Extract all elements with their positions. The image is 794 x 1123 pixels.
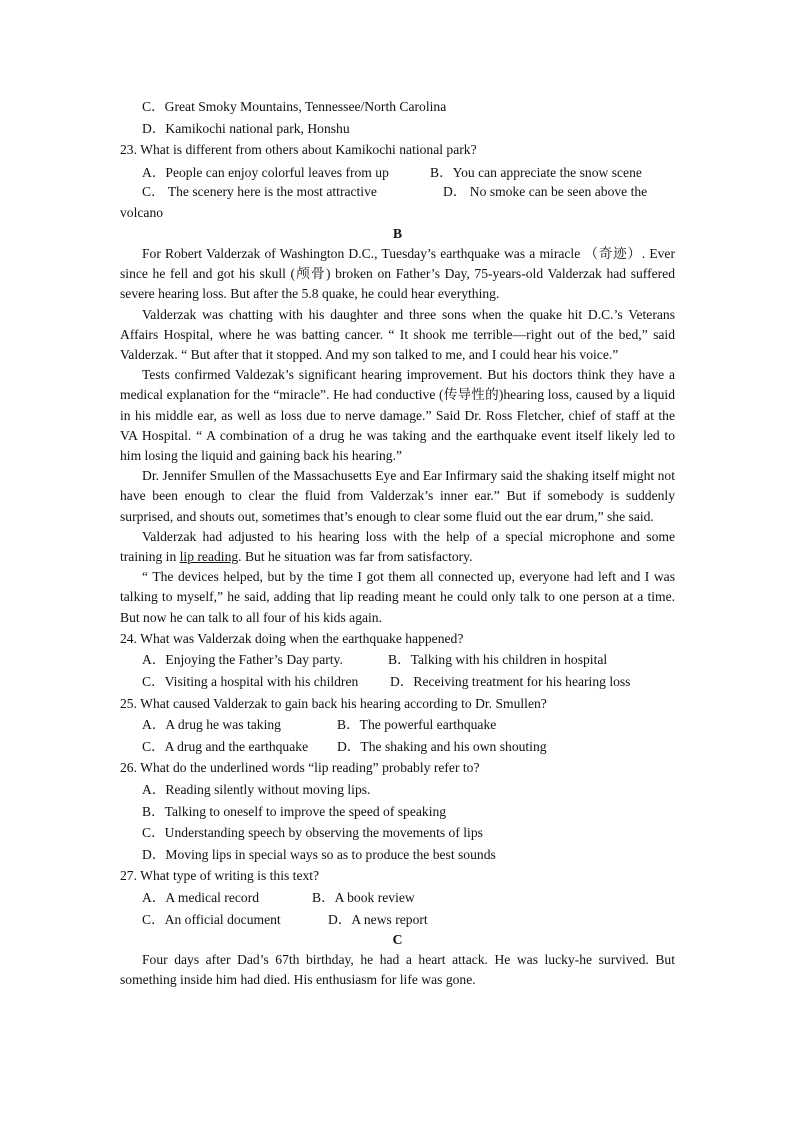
underlined-lip-reading: lip reading bbox=[179, 549, 239, 565]
section-b-paragraph-4: Dr. Jennifer Smullen of the Massachusetts Eye and Ear Infirmary said the shaking itself might not have been enough to clear the fluid from Valderzak’s inner ear.” But if somebody is suddenly surprised, and shouts out, sometimes that’s enough to clear some fluid out the ear drum,” she said. bbox=[120, 468, 675, 524]
q26-option-c: C．Understanding speech by observing the movements of lips bbox=[142, 825, 483, 841]
q25-option-b: B．The powerful earthquake bbox=[337, 717, 497, 733]
q24-option-d: D．Receiving treatment for his hearing loss bbox=[390, 674, 631, 690]
q23-option-b: B．You can appreciate the snow scene bbox=[430, 164, 642, 180]
section-b-paragraph-6: “ The devices helped, but by the time I got them all connected up, everyone had left and I was talking to myself,” he said, adding that lip reading meant he could only talk to one person at a time. But now he can talk to all four of his kids again. bbox=[120, 569, 675, 625]
q25-option-c: C．A drug and the earthquake bbox=[142, 738, 309, 754]
q22-option-c: C．Great Smoky Mountains, Tennessee/North Carolina bbox=[142, 99, 447, 114]
q27-option-a: A．A medical record bbox=[142, 889, 260, 905]
q27-option-b: B．A book review bbox=[312, 889, 415, 905]
q24-option-c: C．Visiting a hospital with his children bbox=[142, 674, 359, 690]
q23-option-d-continued: volcano bbox=[120, 205, 164, 221]
q23-option-a: A．People can enjoy colorful leaves from up bbox=[142, 164, 389, 180]
q25-options-row-2 bbox=[120, 736, 675, 758]
q26-option-d: D．Moving lips in special ways so as to produce the best sounds bbox=[142, 846, 496, 862]
q25-option-d: D．The shaking and his own shouting bbox=[337, 738, 547, 754]
q24-options-row-2 bbox=[120, 671, 675, 693]
q24-option-b: B．Talking with his children in hospital bbox=[388, 652, 608, 668]
q25-option-a: A．A drug he was taking bbox=[142, 717, 281, 733]
q23-option-d: D． No smoke can be seen above the bbox=[443, 183, 648, 199]
q27-options-row-1 bbox=[120, 887, 675, 909]
q26-option-a: A．Reading silently without moving lips. bbox=[142, 781, 371, 797]
section-b-paragraph-2: Valderzak was chatting with his daughter and three sons when the quake hit D.C.’s Veterans Affairs Hospital, where he was batting cancer. “ It shook me terrible—right out of the bed,” said Valderzak. “ But after that it stopped. And my son talked to me, and I could hear his voice.” bbox=[120, 306, 675, 362]
paragraph-5-text-end: . But he situation was far from satisfactory. bbox=[238, 549, 473, 565]
section-b-heading: B bbox=[392, 225, 403, 241]
q27-option-d: D．A news report bbox=[328, 911, 428, 927]
section-b-paragraph-3: Tests confirmed Valdezak’s significant hearing improvement. But his doctors think they have a medical explanation for the “miracle”. He had conductive (传导性的)hearing loss, caused by a liquid in his middle ear, as well as loss due to nerve damage.” Said Dr. Ross Fletcher, chief of staff at the VA Hospital. “ A combination of a drug he was taking and the earthquake event itself likely led to him losing the liquid and gaining back his hearing.” bbox=[120, 367, 675, 463]
q26-option-b: B．Talking to oneself to improve the speed of speaking bbox=[142, 803, 447, 819]
section-b-paragraph-1: For Robert Valderzak of Washington D.C., Tuesday’s earthquake was a miracle （奇迹）. Ever since he fell and got his skull (颅骨) broken on Father’s Day, 75-years-old Valderzak had suffered severe hearing loss. But after the 5.8 quake, he could hear everything. bbox=[120, 245, 675, 302]
q24-options-row-1 bbox=[120, 649, 675, 671]
section-c-heading: C bbox=[392, 932, 403, 948]
section-b-paragraph-5 bbox=[120, 527, 675, 567]
q27-option-c: C．An official document bbox=[142, 911, 281, 927]
document-page bbox=[120, 96, 675, 991]
q24-stem: 24. What was Valderzak doing when the earthquake happened? bbox=[120, 630, 464, 646]
q27-stem: 27. What type of writing is this text? bbox=[120, 868, 320, 884]
q23-options-row-2 bbox=[120, 181, 675, 203]
q25-stem: 25. What caused Valderzak to gain back his hearing according to Dr. Smullen? bbox=[120, 695, 547, 711]
q23-stem: 23. What is different from others about Kamikochi national park? bbox=[120, 142, 477, 158]
q27-options-row-2 bbox=[120, 909, 675, 931]
section-c-paragraph-1: Four days after Dad’s 67th birthday, he had a heart attack. He was lucky-he survived. But something inside him had died. His enthusiasm for life was gone. bbox=[120, 952, 675, 988]
q25-options-row-1 bbox=[120, 714, 675, 736]
q24-option-a: A．Enjoying the Father’s Day party. bbox=[142, 652, 343, 668]
q26-stem: 26. What do the underlined words “lip reading” probably refer to? bbox=[120, 760, 480, 776]
q23-option-c: C． The scenery here is the most attractive bbox=[142, 183, 377, 199]
q22-option-d: D．Kamikochi national park, Honshu bbox=[142, 120, 350, 136]
paragraph-5-text-start: Valderzak had adjusted to his hearing loss with the help of a special microphone and some training in bbox=[120, 528, 675, 565]
q23-options-row-1 bbox=[120, 161, 675, 181]
